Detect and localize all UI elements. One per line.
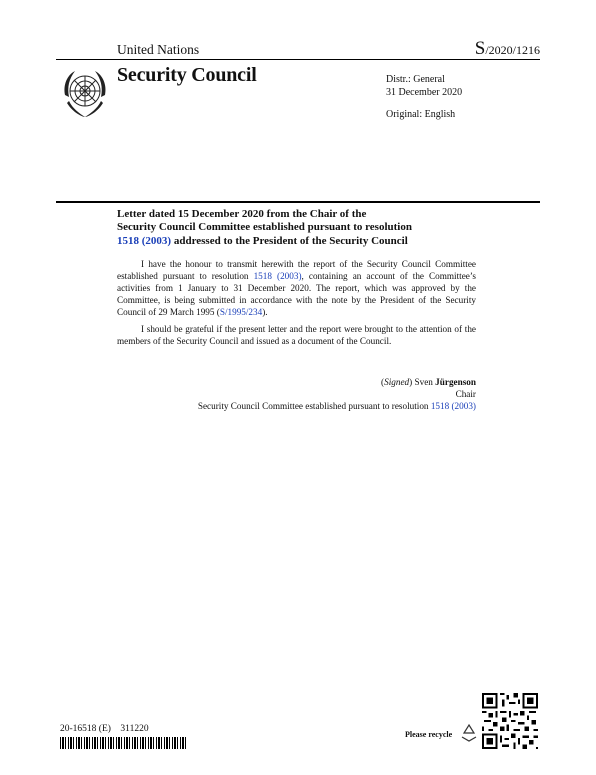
- letter-title-line-3: [117, 235, 467, 248]
- resolution-link[interactable]: 1518 (2003): [430, 401, 476, 411]
- signature-block: [198, 376, 476, 412]
- distribution: Distr.: General: [386, 74, 445, 85]
- barcode: [60, 737, 186, 749]
- letter-title-rest: addressed to the President of the Security Council: [171, 234, 408, 247]
- signer-first-name: Sven: [414, 377, 436, 387]
- paragraph-1-text-b: , containing an account of the Committee’s activities from 1 January to 31 December 2020. The report, which was approved by the Committee, is being submitted in accordance with the note by the President of the Security Council of 29 March 1995 (: [117, 271, 476, 317]
- letter-title-line-1: Letter dated 15 December 2020 from the Chair of the: [117, 208, 367, 220]
- signer-last-name: Jürgenson: [435, 377, 476, 387]
- recycle-text: Please recycle: [405, 730, 453, 739]
- paragraph-1: [117, 258, 476, 318]
- recycle-icon: [458, 722, 480, 744]
- resolution-link[interactable]: 1518 (2003): [253, 271, 302, 281]
- paragraph-2: I should be grateful if the present letter and the report were brought to the attention of the members of the Security Council and issued as a document of the Council.: [117, 324, 476, 346]
- body-title: Security Council: [117, 64, 257, 86]
- organization-name: United Nations: [117, 42, 200, 57]
- qr-code: [482, 693, 538, 749]
- note-link[interactable]: S/1995/234: [219, 307, 263, 317]
- document-symbol: [475, 38, 540, 60]
- symbol-prefix: S: [474, 38, 486, 59]
- paragraph-1-text-c: ).: [262, 307, 268, 317]
- paragraph-1-text-a: I have the honour to transmit herewith the report of the Security Council Committee established pursuant to resolution: [117, 259, 476, 281]
- title-divider: [56, 201, 540, 203]
- letter-title: [117, 208, 467, 248]
- signature-line: (Signed) Sven Jürgenson: [381, 377, 476, 387]
- committee-text: Security Council Committee established pursuant to resolution: [197, 401, 431, 411]
- document-code: 20-16518 (E) 311220: [60, 724, 149, 734]
- header-divider: [56, 59, 540, 60]
- committee-line: [198, 400, 476, 412]
- signer-role: Chair: [455, 389, 476, 399]
- letter-title-line-2: Security Council Committee established pursuant to resolution: [117, 221, 412, 234]
- original-language: Original: English: [386, 109, 456, 120]
- resolution-link[interactable]: 1518 (2003): [117, 234, 172, 247]
- distribution-info: [386, 74, 462, 99]
- symbol-number: /2020/1216: [485, 43, 540, 57]
- signed-word: Signed: [384, 377, 410, 387]
- issue-date: 31 December 2020: [386, 86, 463, 98]
- un-emblem-icon: [57, 65, 113, 121]
